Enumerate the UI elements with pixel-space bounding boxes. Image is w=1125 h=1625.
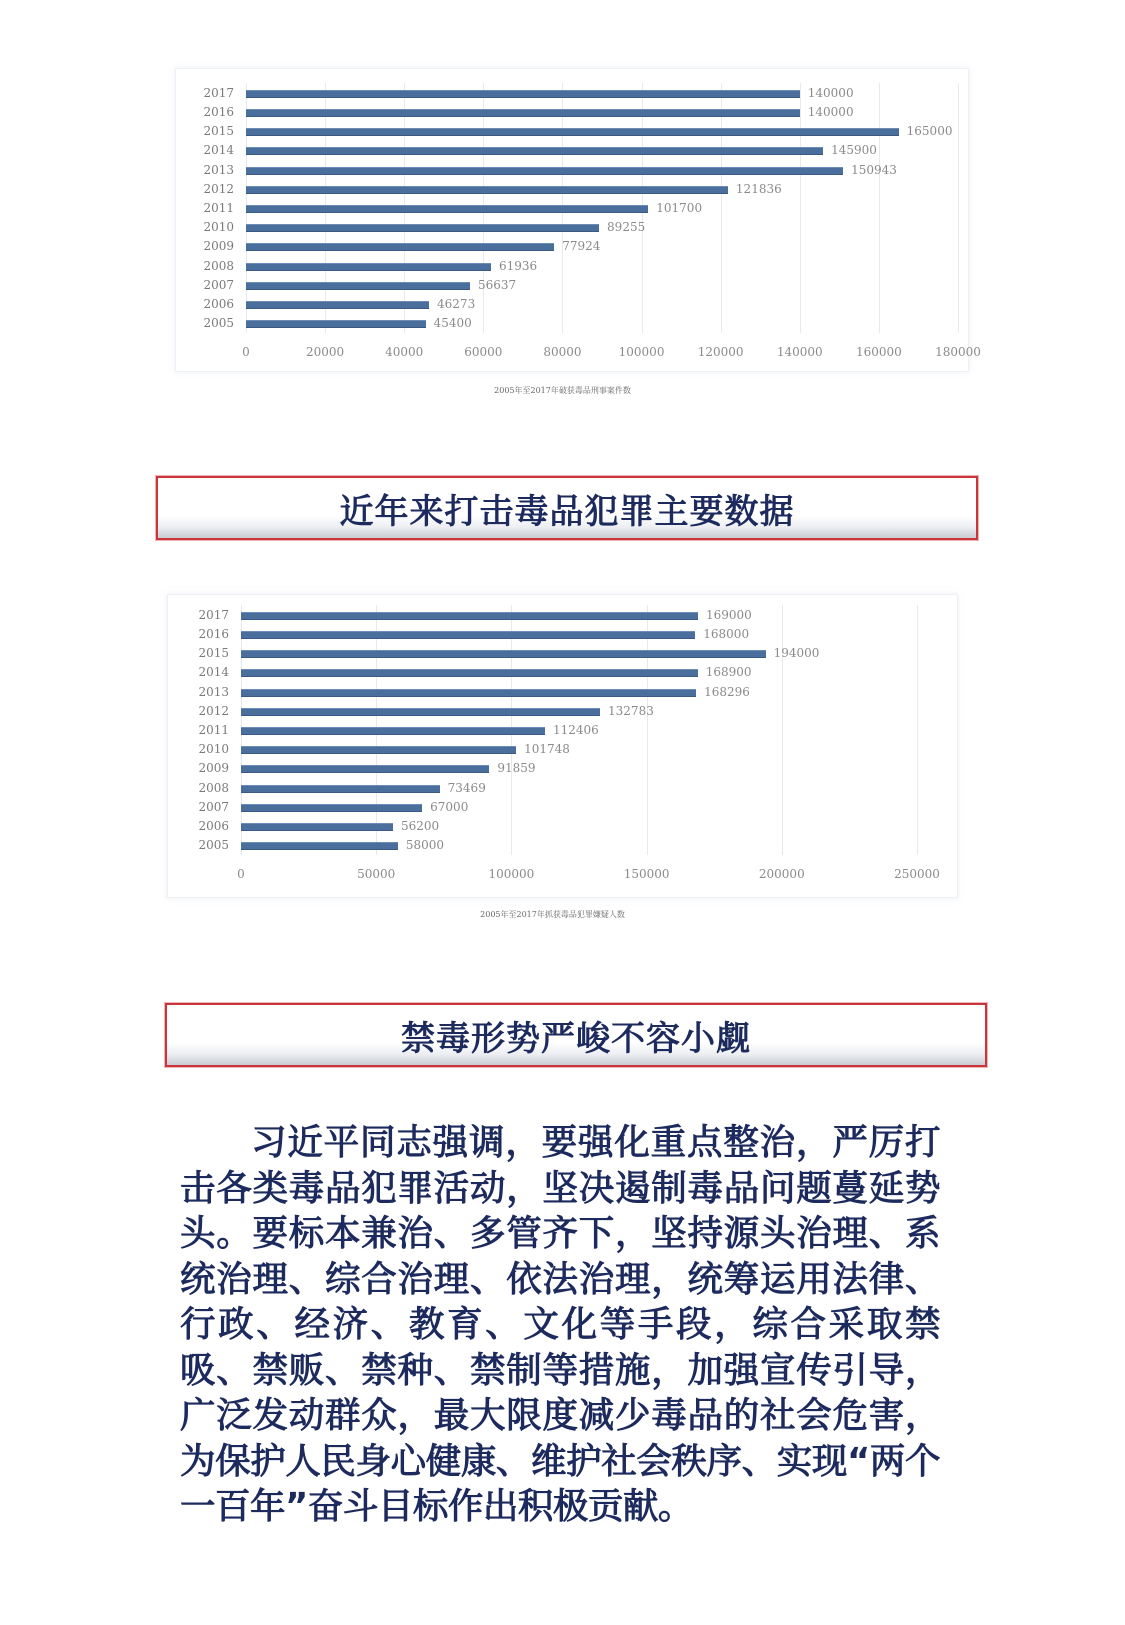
bar-value-label: 168296: [704, 684, 750, 699]
y-axis-year-label: 2014: [203, 143, 234, 158]
bar-row: [203, 161, 958, 179]
bar: [246, 167, 843, 175]
bar-value-label: 61936: [498, 258, 538, 273]
bar-row: [203, 257, 958, 275]
y-axis-year-label: 2006: [198, 819, 229, 834]
bar: [241, 842, 398, 850]
bar-value-label: 194000: [773, 646, 820, 661]
bar-row: [198, 606, 917, 624]
y-axis-year-label: 2012: [203, 181, 234, 196]
y-axis-year-label: 2011: [203, 201, 234, 215]
x-axis-tick-label: 250000: [894, 867, 940, 881]
y-axis-year-label: 2016: [198, 626, 229, 641]
y-axis-year-label: 2010: [203, 220, 234, 235]
y-axis-year-label: 2017: [203, 85, 234, 100]
bar-row: [198, 798, 917, 816]
y-axis-year-label: 2009: [203, 239, 234, 254]
bar-row: [203, 122, 958, 140]
bar: [246, 186, 728, 194]
gridline: [958, 83, 959, 333]
section-heading-main-data: 近年来打击毒品犯罪主要数据: [339, 491, 795, 532]
y-axis-year-label: 2017: [198, 607, 229, 622]
x-axis-tick-label: 50000: [357, 867, 396, 881]
x-axis-tick-label: 150000: [623, 867, 670, 881]
x-axis-tick-label: 180000: [935, 345, 981, 359]
bar-value-label: 112406: [552, 723, 599, 737]
bar-row: [203, 103, 958, 121]
body-paragraph: 习近平同志强调，要强化重点整治，严厉打击各类毒品犯罪活动，坚决遏制毒品问题蔓延势头。要标本兼治、多管齐下，坚持源头治理、系统治理、综合治理、依法治理，统筹运用法律、行政、经济、教育、文化等手段，综合采取禁吸、禁贩、禁种、禁制等措施，加强宣传引导，广泛发动群众，最大限度减少毒品的社会危害，为保护人民身心健康、维护社会秩序、实现“两个一百年”奋斗目标作出积极贡献。: [180, 1122, 940, 1527]
bar: [246, 109, 800, 117]
bar-value-label: 91859: [497, 761, 536, 776]
bar: [246, 224, 599, 232]
bar-value-label: 56200: [400, 819, 440, 834]
y-axis-year-label: 2013: [203, 162, 234, 177]
chart-suspects-plot: [198, 605, 940, 881]
bar-value-label: 168900: [705, 665, 752, 680]
bar-row: [203, 237, 958, 255]
bar: [241, 708, 600, 716]
bar-row: [198, 721, 917, 739]
y-axis-year-label: 2010: [198, 742, 229, 757]
bar: [241, 804, 422, 812]
bar-row: [203, 218, 958, 236]
bar-value-label: 132783: [608, 703, 654, 718]
bar-row: [203, 84, 958, 102]
section-heading-situation: 禁毒形势严峻不容小觑: [401, 1018, 751, 1059]
bar-value-label: 145900: [831, 143, 877, 158]
section-heading-box: [156, 476, 978, 540]
bar: [241, 785, 440, 793]
bar-row: [203, 141, 958, 159]
bar: [241, 612, 698, 620]
bar: [241, 823, 393, 831]
bar: [246, 243, 554, 251]
x-axis-tick-label: 20000: [306, 345, 345, 359]
y-axis-year-label: 2009: [198, 761, 229, 776]
bar: [246, 90, 800, 98]
bar-value-label: 46273: [437, 297, 476, 312]
y-axis-year-label: 2005: [203, 316, 234, 331]
x-axis-tick-label: 40000: [385, 345, 424, 359]
y-axis-year-label: 2011: [198, 723, 229, 737]
bar-row: [198, 663, 917, 681]
bar-value-label: 89255: [607, 220, 646, 235]
x-axis-tick-label: 100000: [488, 867, 535, 881]
bar: [241, 631, 695, 639]
bar-value-label: 77924: [562, 239, 601, 254]
y-axis-year-label: 2015: [198, 646, 229, 661]
bar-row: [198, 683, 917, 701]
bar: [246, 320, 426, 328]
bar-row: [198, 779, 917, 797]
bar-row: [203, 314, 958, 332]
chart-cases-panel: [175, 68, 981, 372]
chart-cases-caption: 2005年至2017年破获毒品刑事案件数: [494, 386, 631, 395]
y-axis-year-label: 2013: [198, 684, 229, 699]
y-axis-year-label: 2006: [203, 297, 234, 312]
chart-cases-plot: [203, 83, 981, 359]
y-axis-year-label: 2007: [203, 277, 234, 292]
bar-value-label: 101700: [656, 201, 703, 215]
y-axis-year-label: 2012: [198, 703, 229, 718]
bar-row: [203, 199, 958, 217]
y-axis-year-label: 2005: [198, 838, 229, 853]
bar-value-label: 168000: [703, 626, 750, 641]
bar: [246, 282, 470, 290]
bar-row: [203, 276, 958, 294]
chart-suspects-panel: [167, 594, 958, 898]
bar-value-label: 169000: [705, 607, 752, 622]
bar: [241, 650, 766, 658]
bar-row: [198, 817, 917, 835]
bar-value-label: 165000: [906, 124, 953, 139]
bar: [246, 147, 823, 155]
x-axis-tick-label: 120000: [697, 345, 744, 359]
x-axis-tick-label: 60000: [464, 345, 503, 359]
x-axis-tick-label: 80000: [543, 345, 582, 359]
bar: [241, 727, 545, 735]
x-axis-tick-label: 140000: [776, 345, 823, 359]
bar-value-label: 56637: [478, 277, 517, 292]
bar-value-label: 58000: [405, 838, 445, 853]
y-axis-year-label: 2008: [198, 780, 229, 795]
bar-row: [198, 740, 917, 758]
bar: [241, 746, 516, 754]
x-axis-tick-label: 0: [237, 867, 245, 881]
bar: [241, 765, 489, 773]
y-axis-year-label: 2014: [198, 665, 229, 680]
y-axis-year-label: 2016: [203, 104, 234, 119]
bar-value-label: 140000: [807, 85, 854, 100]
bar-value-label: 140000: [807, 104, 854, 119]
bar-row: [203, 295, 958, 313]
bar-value-label: 73469: [447, 780, 486, 795]
bar: [246, 128, 899, 136]
bar-value-label: 67000: [430, 799, 469, 814]
bar: [241, 669, 698, 677]
bar: [246, 205, 648, 213]
y-axis-year-label: 2007: [198, 799, 229, 814]
bar-row: [198, 644, 917, 662]
bar: [246, 301, 429, 309]
x-axis-tick-label: 0: [242, 345, 250, 359]
chart-suspects-caption: 2005年至2017年抓获毒品犯罪嫌疑人数: [480, 910, 625, 919]
bar-row: [198, 759, 917, 777]
bar-value-label: 101748: [524, 742, 570, 757]
bar: [241, 689, 696, 697]
bar-value-label: 150943: [851, 162, 897, 177]
x-axis-tick-label: 160000: [855, 345, 902, 359]
y-axis-year-label: 2008: [203, 258, 234, 273]
x-axis-tick-label: 200000: [758, 867, 805, 881]
bar-row: [203, 180, 958, 198]
bar-value-label: 45400: [433, 316, 472, 331]
y-axis-year-label: 2015: [203, 124, 234, 139]
x-axis-tick-label: 100000: [618, 345, 665, 359]
bar: [246, 263, 491, 271]
gridline: [917, 605, 918, 855]
section-heading-box-2: [165, 1003, 987, 1067]
bar-row: [198, 625, 917, 643]
bar-row: [198, 836, 917, 854]
bar-value-label: 121836: [735, 181, 782, 196]
bar-row: [198, 702, 917, 720]
